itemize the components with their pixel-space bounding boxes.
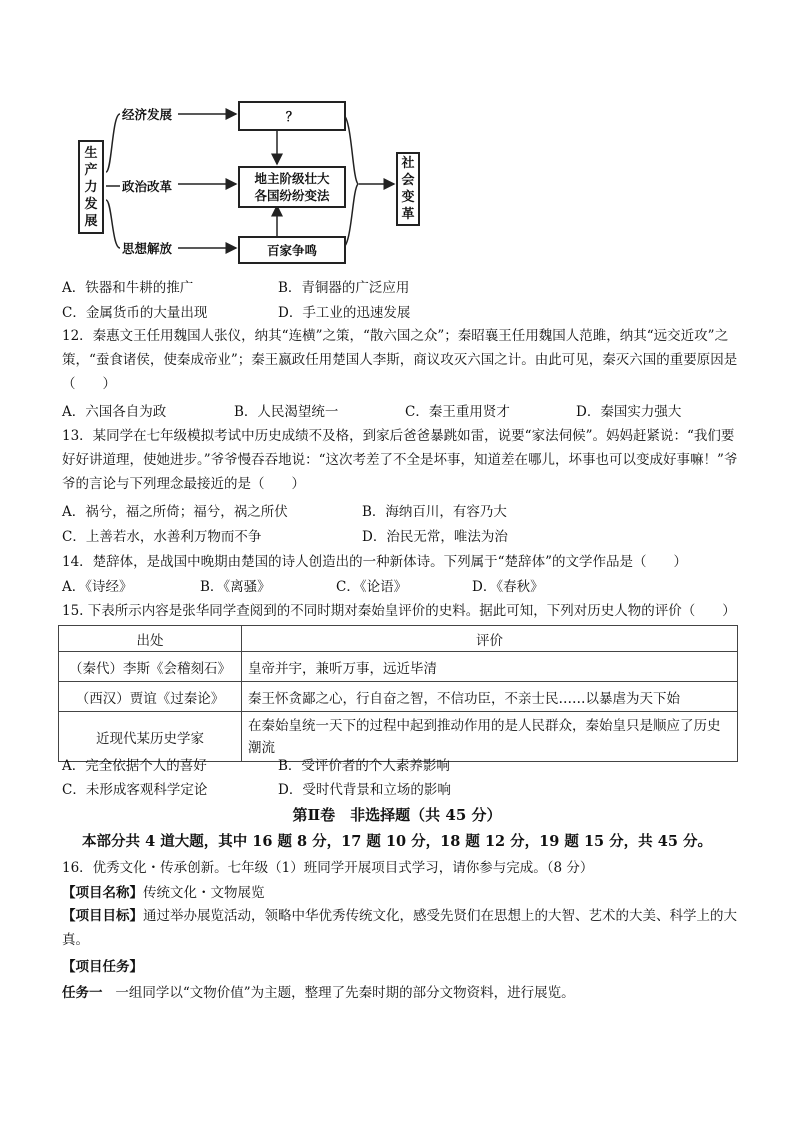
unknown-box: ？	[238, 101, 346, 131]
project-goal-value: 通过举办展览活动，领略中华优秀传统文化，感受先贤们在思想上的大智、艺术的大美、科学上的大真。	[62, 908, 737, 948]
table-row	[59, 682, 738, 712]
q12-option-a: A．六国各自为政	[62, 404, 167, 420]
part2-scoring-note: 本部分共 4 道大题，其中 16 题 8 分，17 题 10 分，18 题 12 分，19 题 15 分，共 45 分。	[82, 833, 712, 850]
q11-option-a: A．铁器和牛耕的推广	[62, 280, 194, 296]
label-economy: 经济发展	[122, 107, 173, 122]
productivity-char: 展	[84, 213, 98, 229]
q13-stem: 13．某同学在七年级模拟考试中历史成绩不及格，到家后爸爸暴跳如雷，说要“家法伺候”。妈妈赶紧说：“我们要好好讲道理，使她进步。”爷爷慢吞吞地说：“这次考差了不全是坏事，知道差在哪儿，坏事也可以变成好事嘛！”爷爷的言论与下列理念最接近的是（ ）	[62, 428, 738, 492]
table-cell-source: （西汉）贾谊《过秦论》	[59, 682, 242, 712]
landlord-class-line: 地主阶级壮大	[254, 171, 330, 186]
social-change-char: 变	[401, 190, 415, 205]
project-name-label: 【项目名称】	[62, 885, 143, 901]
q16-project-goal	[62, 904, 742, 952]
q15-option-a: A．完全依据个人的喜好	[62, 758, 207, 774]
q16-project-name	[62, 883, 265, 903]
flow-diagram	[76, 100, 426, 272]
q12-option-b: B．人民渴望统一	[234, 404, 339, 420]
landlord-class-box	[238, 166, 346, 208]
q11-option-b: B．青铜器的广泛应用	[278, 280, 410, 296]
q14-option-a: A．《诗经》	[62, 579, 133, 595]
q12-option-d: D．秦国实力强大	[576, 404, 682, 420]
q16-intro: 16．优秀文化・传承创新。七年级（1）班同学开展项目式学习，请你参与完成。（8 分）	[62, 860, 594, 876]
q14-option-b: B．《离骚》	[200, 579, 271, 595]
label-thought: 思想解放	[122, 241, 173, 256]
social-change-char: 社	[401, 156, 415, 171]
task1-value: 一组同学以“文物价值”为主题，整理了先秦时期的部分文物资料，进行展览。	[115, 985, 575, 1001]
label-politics: 政治改革	[122, 179, 173, 194]
q13-option-c: C．上善若水，水善利万物而不争	[62, 529, 262, 545]
q16-project-tasks-label: 【项目任务】	[62, 959, 143, 975]
productivity-char: 产	[84, 162, 98, 178]
q15-option-d: D．受时代背景和立场的影响	[278, 782, 451, 798]
q11-option-c: C．金属货币的大量出现	[62, 305, 208, 321]
part2-heading: 第Ⅱ卷 非选择题（共 45 分）	[292, 806, 502, 824]
q11-option-d: D．手工业的迅速发展	[278, 305, 411, 321]
project-name-value: 传统文化・文物展览	[143, 885, 265, 901]
source-evaluation-table	[58, 625, 738, 762]
table-cell-source: （秦代）李斯《会稽刻石》	[59, 652, 242, 682]
q14-option-d: D．《春秋》	[472, 579, 544, 595]
productivity-char: 发	[84, 196, 98, 212]
productivity-box	[78, 140, 104, 234]
q12-option-c: C．秦王重用贤才	[405, 404, 510, 420]
table-header-evaluation: 评价	[242, 626, 738, 652]
q14-stem: 14．楚辞体，是战国中晚期由楚国的诗人创造出的一种新体诗。下列属于“楚辞体”的文学作品是（ ）	[62, 554, 687, 570]
table-cell-evaluation: 皇帝并宇，兼听万事，远近毕清	[242, 652, 738, 682]
task1-label: 任务一	[62, 985, 103, 1001]
social-change-box	[396, 152, 420, 226]
q14-option-c: C．《论语》	[336, 579, 408, 595]
table-row	[59, 652, 738, 682]
q15-stem: 15. 下表所示内容是张华同学查阅到的不同时期对秦始皇评价的史料。据此可知，下列对历史人物的评价（ ）	[62, 603, 736, 619]
q13-option-d: D．治民无常，唯法为治	[362, 529, 508, 545]
table-header-source: 出处	[59, 626, 242, 652]
table-cell-evaluation: 在秦始皇统一天下的过程中起到推动作用的是人民群众，秦始皇只是顺应了历史潮流	[242, 712, 738, 762]
connector-thought	[106, 200, 120, 248]
social-change-char: 革	[401, 207, 415, 222]
hundred-schools-box: 百家争鸣	[238, 236, 346, 264]
productivity-char: 生	[84, 145, 98, 161]
social-change-char: 会	[401, 173, 415, 188]
reform-line: 各国纷纷变法	[254, 188, 330, 203]
q13-option-b: B．海纳百川，有容乃大	[362, 504, 507, 520]
connector-economy	[106, 114, 120, 172]
q16-task1	[62, 983, 575, 1003]
q13-option-a: A．祸兮，福之所倚；福兮，祸之所伏	[62, 504, 288, 520]
q12-stem: 12．秦惠文王任用魏国人张仪，纳其“连横”之策，“散六国之众”；秦昭襄王任用魏国人范雎，纳其“远交近攻”之策，“蚕食诸侯，使秦成帝业”；秦王嬴政任用楚国人李斯，商议攻灭六国之计。由此可见，秦灭六国的重要原因是（ ）	[62, 328, 738, 392]
table-header-row	[59, 626, 738, 652]
q15-option-b: B．受评价者的个人素养影响	[278, 758, 450, 774]
productivity-char: 力	[84, 179, 98, 195]
q15-option-c: C．未形成客观科学定论	[62, 782, 208, 798]
project-goal-label: 【项目目标】	[62, 908, 143, 924]
table-cell-source: 近现代某历史学家	[59, 712, 242, 762]
table-row	[59, 712, 738, 762]
table-cell-evaluation: 秦王怀贪鄙之心，行自奋之智，不信功臣，不亲士民……以暴虐为天下始	[242, 682, 738, 712]
